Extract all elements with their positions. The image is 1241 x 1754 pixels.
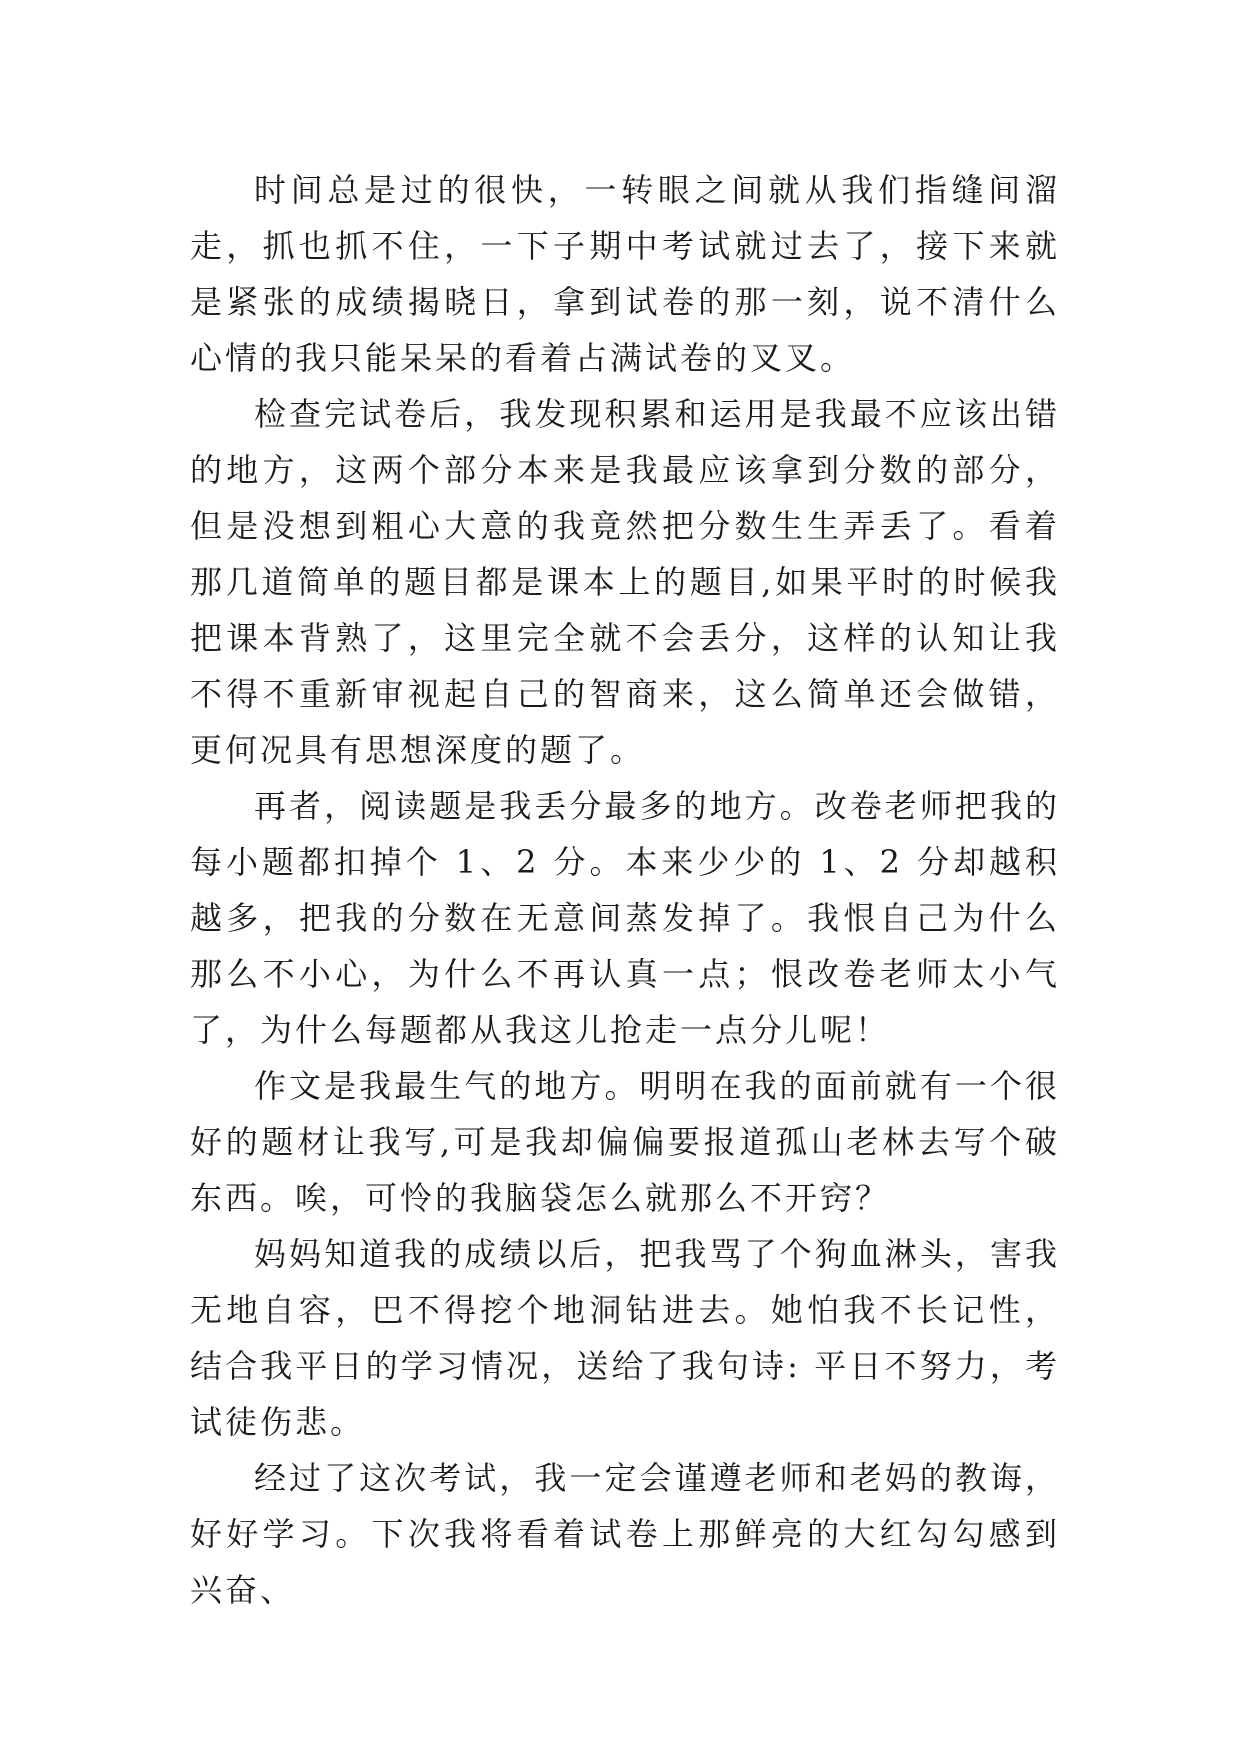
paragraph-4: 作文是我最生气的地方。明明在我的面前就有一个很好的题材让我写,可是我却偏偏要报道孤山老林去写个破东西。唉，可怜的我脑袋怎么就那么不开窍？ [190, 1067, 1060, 1217]
paragraph-5: 妈妈知道我的成绩以后，把我骂了个狗血淋头，害我无地自容，巴不得挖个地洞钻进去。她怕我不长记性，结合我平日的学习情况，送给了我句诗: 平日不努力，考试徒伤悲。 [190, 1235, 1060, 1441]
paragraph-2: 检查完试卷后，我发现积累和运用是我最不应该出错的地方，这两个部分本来是我最应该拿到分数的部分，但是没想到粗心大意的我竟然把分数生生弄丢了。看着那几道简单的题目都是课本上的题目,如果平时的时候我把课本背熟了，这里完全就不会丢分，这样的认知让我不得不重新审视起自己的智商来，这么简单还会做错，更何况具有思想深度的题了。 [190, 395, 1060, 769]
paragraph-1: 时间总是过的很快，一转眼之间就从我们指缝间溜走，抓也抓不住，一下子期中考试就过去了，接下来就是紧张的成绩揭晓日，拿到试卷的那一刻，说不清什么心情的我只能呆呆的看着占满试卷的叉叉。 [190, 171, 1060, 377]
paragraph-3: 再者，阅读题是我丢分最多的地方。改卷老师把我的每小题都扣掉个 1、2 分。本来少少的 1、2 分却越积越多，把我的分数在无意间蒸发掉了。我恨自己为什么那么不小心，为什么不再认真一点；恨改卷老师太小气了，为什么每题都从我这儿抢走一点分儿呢！ [190, 787, 1060, 1049]
document-body [190, 162, 1060, 1618]
paragraph-6: 经过了这次考试，我一定会谨遵老师和老妈的教诲，好好学习。下次我将看着试卷上那鲜亮的大红勾勾感到兴奋、 [190, 1459, 1060, 1609]
